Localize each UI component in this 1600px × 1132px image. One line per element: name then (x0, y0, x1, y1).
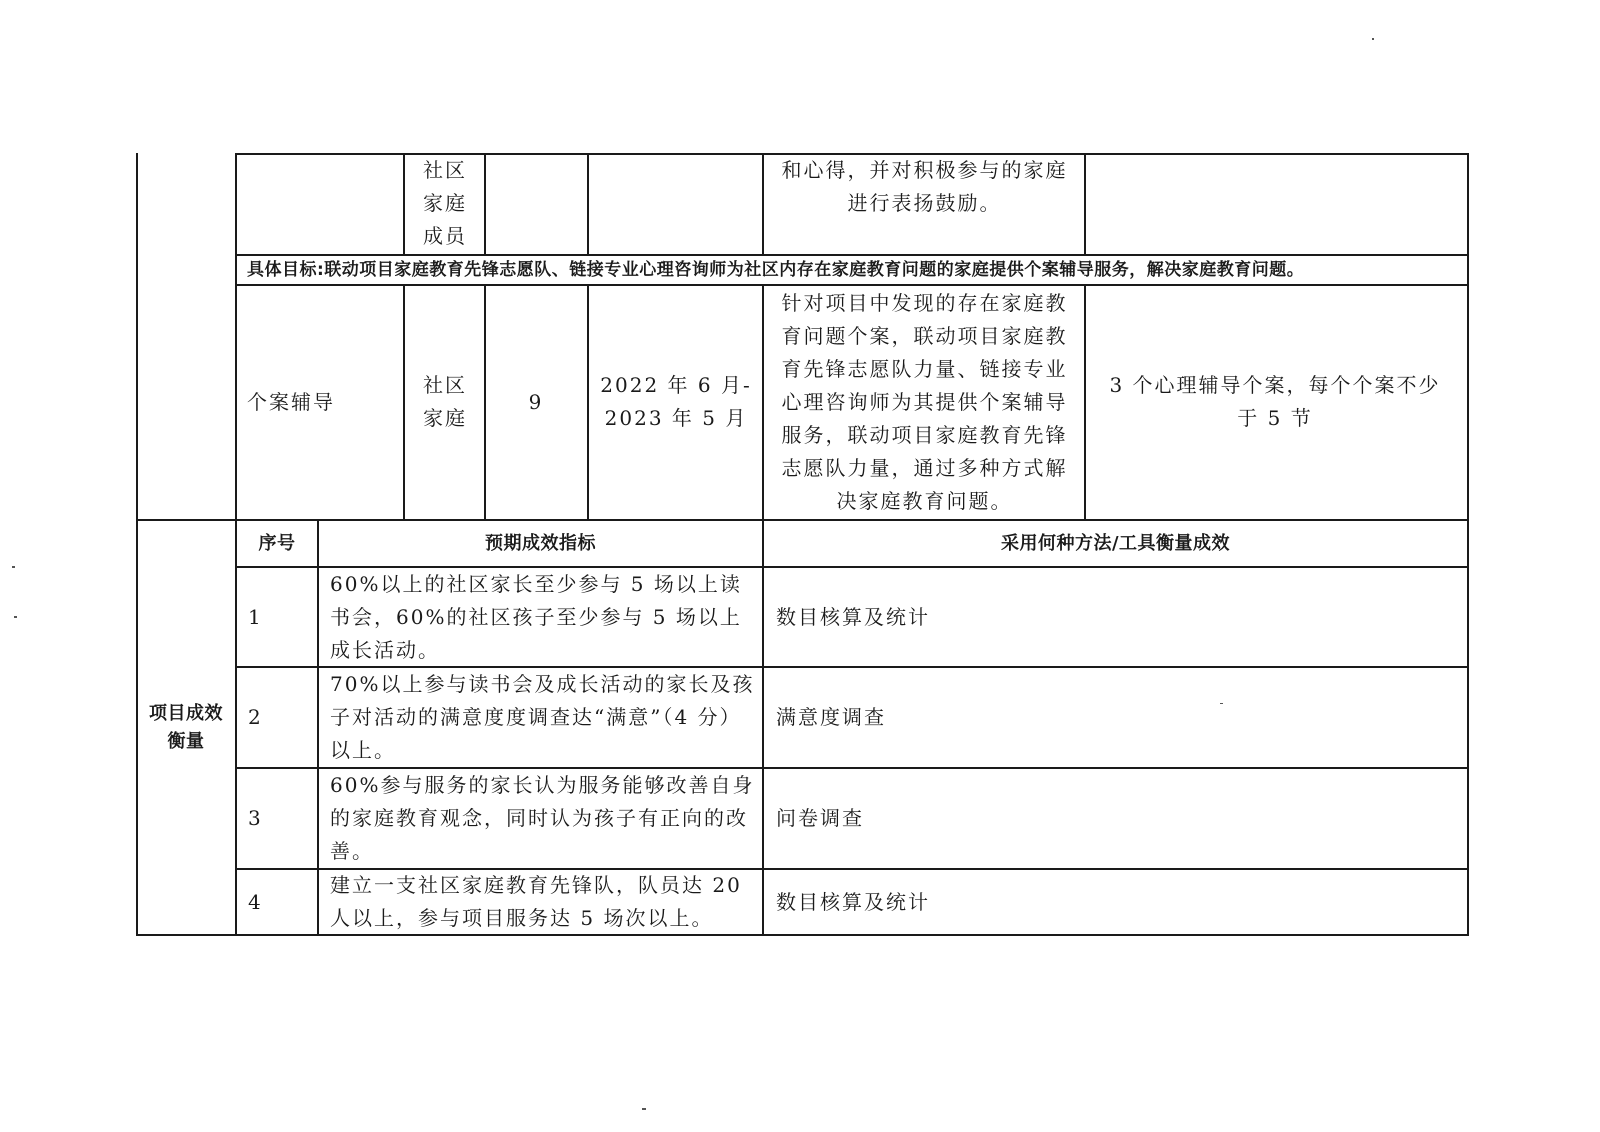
line-col-b (484, 153, 486, 255)
measure-row-2-indicator: 70%以上参与读书会及成长活动的家长及孩子对活动的满意度度调查达“满意”（4 分）以上。 (330, 672, 755, 762)
scan-speck (1220, 703, 1223, 704)
specific-goal: 具体目标:联动项目家庭教育先锋志愿队、链接专业心理咨询师为社区内存在家庭教育问题的家庭提供个案辅导服务，解决家庭教育问题。 (247, 260, 1305, 280)
case-count: 9 (528, 389, 544, 414)
row-top-target: 社区家庭成员 (423, 158, 467, 248)
measure-row-1-indicator: 60%以上的社区家长至少参与 5 场以上读书会，60%的社区孩子至少参与 5 场以上成长活动。 (330, 571, 742, 662)
measure-row-4-no: 4 (248, 889, 263, 914)
header-indicator: 预期成效指标 (485, 532, 596, 554)
measure-row-1-no: 1 (248, 604, 263, 629)
header-no: 序号 (258, 532, 296, 554)
line-outer-right (1467, 153, 1469, 936)
measure-row-3-no: 3 (248, 806, 263, 830)
row-top-content: 和心得，并对积极参与的家庭进行表扬鼓励。 (781, 158, 1068, 215)
section-label: 项目成效衡量 (149, 702, 223, 752)
case-time: 2022 年 6 月-2023 年 5 月 (600, 373, 752, 430)
measure-row-3-method: 问卷调查 (776, 806, 864, 830)
line-col-c (587, 153, 589, 255)
case-outcome: 3 个心理辅导个案，每个个案不少于 5 节 (1109, 373, 1441, 430)
measure-row-4-indicator: 建立一支社区家庭教育先锋队，队员达 20 人以上，参与项目服务达 5 场次以上。 (330, 873, 742, 930)
line-outer-left (136, 153, 138, 936)
case-content: 针对项目中发现的存在家庭教育问题个案，联动项目家庭教育先锋志愿队力量、链接专业心理咨询师为其提供个案辅导服务，联动项目家庭教育先锋志愿队力量，通过多种方式解决家庭教育问题。 (781, 290, 1068, 513)
line-col-d (762, 153, 764, 255)
line-col-a2 (403, 284, 405, 520)
measure-row-2-method: 满意度调查 (776, 705, 886, 729)
scan-speck (642, 1108, 646, 1110)
line-col-no (317, 519, 319, 935)
line-col-e (1084, 153, 1086, 255)
case-target: 社区家庭 (423, 373, 467, 430)
header-method: 采用何种方法/工具衡量成效 (1000, 532, 1231, 554)
scan-speck (12, 566, 15, 568)
line-col-c2 (587, 284, 589, 520)
scan-speck (1372, 38, 1374, 40)
line-col-a (403, 153, 405, 255)
line-col-e2 (1084, 284, 1086, 520)
measure-row-1-method: 数目核算及统计 (776, 604, 930, 629)
measure-row-3-indicator: 60%参与服务的家长认为服务能够改善自身的家庭教育观念，同时认为孩子有正向的改善。 (330, 773, 755, 863)
measure-row-2-no: 2 (248, 705, 263, 729)
scan-speck (14, 616, 17, 618)
line-col-indicator (762, 519, 764, 935)
line-col-d2 (762, 284, 764, 520)
case-name: 个案辅导 (247, 389, 335, 414)
measure-row-4-method: 数目核算及统计 (776, 889, 930, 914)
